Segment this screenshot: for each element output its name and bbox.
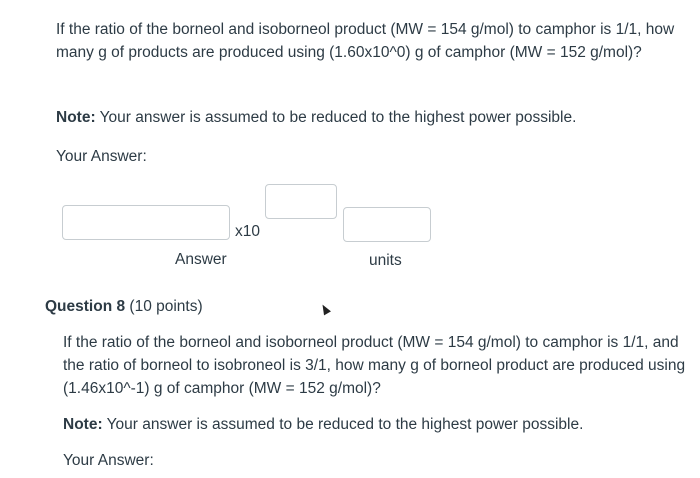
your-answer-label: Your Answer: bbox=[63, 452, 154, 469]
times-ten-label: x10 bbox=[235, 223, 260, 240]
note-text: Your answer is assumed to be reduced to the highest power possible. bbox=[95, 109, 577, 126]
units-label: units bbox=[369, 252, 402, 269]
question-8-note bbox=[63, 414, 583, 436]
answer-label: Answer bbox=[175, 251, 227, 268]
mouse-cursor-icon bbox=[319, 303, 331, 316]
your-answer-label: Your Answer: bbox=[56, 148, 147, 165]
exponent-input[interactable] bbox=[265, 184, 337, 219]
answer-input[interactable] bbox=[62, 205, 230, 240]
note-label: Note: bbox=[63, 416, 103, 433]
note-label: Note: bbox=[56, 109, 96, 126]
question-8-text: If the ratio of the borneol and isoborneol product (MW = 154 g/mol) to camphor is 1/1, and the ratio of borneol to isobroneol is 3/1, how many g of borneol product are produced using (1.46x10^-1) g of camphor (MW = 152 g/mol)? bbox=[63, 334, 686, 397]
question-7-note bbox=[56, 107, 576, 129]
question-7-text: If the ratio of the borneol and isoborneol product (MW = 154 g/mol) to camphor is 1/1, how many g of products are produced using (1.60x10^0) g of camphor (MW = 152 g/mol)? bbox=[56, 21, 675, 61]
units-input[interactable] bbox=[343, 207, 431, 242]
question-8-title: Question 8 bbox=[45, 298, 126, 315]
question-8-points: (10 points) bbox=[125, 298, 203, 315]
note-text: Your answer is assumed to be reduced to the highest power possible. bbox=[102, 416, 584, 433]
question-8-header bbox=[45, 296, 203, 318]
